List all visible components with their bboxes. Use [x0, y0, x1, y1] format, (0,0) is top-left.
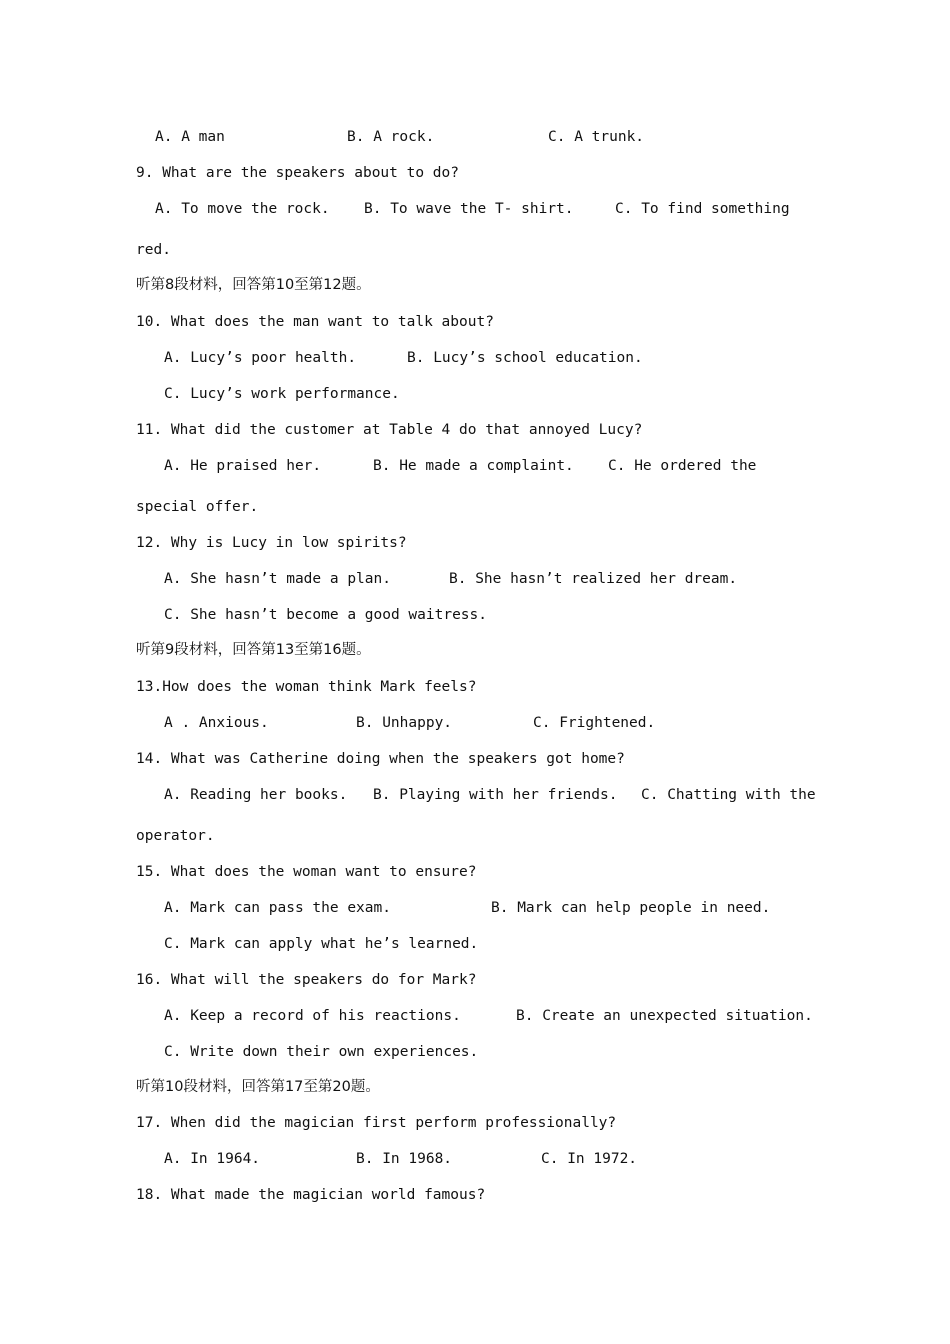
q15-option-c: C. Mark can apply what he’s learned. — [164, 936, 479, 952]
q10-option-b: B. Lucy’s school education. — [407, 350, 643, 366]
question-18: 18. What made the magician world famous? — [136, 1187, 486, 1203]
question-10: 10. What does the man want to talk about? — [136, 314, 494, 330]
q8-option-c: C. A trunk. — [548, 129, 645, 145]
q9-option-c-continued: red. — [136, 242, 171, 258]
q16-option-c: C. Write down their own experiences. — [164, 1044, 479, 1060]
q13-option-c: C. Frightened. — [533, 715, 656, 731]
q13-option-b: B. Unhappy. — [356, 715, 453, 731]
q14-option-a: A. Reading her books. — [164, 787, 348, 803]
q15-option-b: B. Mark can help people in need. — [491, 900, 771, 916]
q16-option-a: A. Keep a record of his reactions. — [164, 1008, 461, 1024]
section-heading-9: 听第9段材料，回答第13至第16题。 — [136, 642, 371, 658]
q14-option-c-continued: operator. — [136, 828, 215, 844]
question-13: 13.How does the woman think Mark feels? — [136, 679, 477, 695]
q11-option-c-continued: special offer. — [136, 499, 259, 515]
question-17: 17. When did the magician first perform professionally? — [136, 1115, 617, 1131]
question-9: 9. What are the speakers about to do? — [136, 165, 460, 181]
question-16: 16. What will the speakers do for Mark? — [136, 972, 477, 988]
q15-option-a: A. Mark can pass the exam. — [164, 900, 391, 916]
q13-option-a: A . Anxious. — [164, 715, 269, 731]
q9-option-c: C. To find something — [615, 201, 790, 217]
q17-option-a: A. In 1964. — [164, 1151, 261, 1167]
q11-option-b: B. He made a complaint. — [373, 458, 574, 474]
question-14: 14. What was Catherine doing when the speakers got home? — [136, 751, 625, 767]
question-15: 15. What does the woman want to ensure? — [136, 864, 477, 880]
q11-option-a: A. He praised her. — [164, 458, 322, 474]
question-11: 11. What did the customer at Table 4 do that annoyed Lucy? — [136, 422, 643, 438]
q17-option-c: C. In 1972. — [541, 1151, 638, 1167]
section-heading-10: 听第10段材料，回答第17至第20题。 — [136, 1079, 380, 1095]
q11-option-c: C. He ordered the — [608, 458, 757, 474]
q12-option-b: B. She hasn’t realized her dream. — [449, 571, 738, 587]
q8-option-a: A. A man — [155, 129, 225, 145]
q8-option-b: B. A rock. — [347, 129, 435, 145]
q14-option-c: C. Chatting with the — [641, 787, 816, 803]
q12-option-a: A. She hasn’t made a plan. — [164, 571, 391, 587]
q17-option-b: B. In 1968. — [356, 1151, 453, 1167]
q12-option-c: C. She hasn’t become a good waitress. — [164, 607, 488, 623]
q10-option-c: C. Lucy’s work performance. — [164, 386, 400, 402]
q16-option-b: B. Create an unexpected situation. — [516, 1008, 813, 1024]
q14-option-b: B. Playing with her friends. — [373, 787, 618, 803]
q9-option-b: B. To wave the T- shirt. — [364, 201, 574, 217]
question-12: 12. Why is Lucy in low spirits? — [136, 535, 407, 551]
q10-option-a: A. Lucy’s poor health. — [164, 350, 357, 366]
section-heading-8: 听第8段材料，回答第10至第12题。 — [136, 277, 371, 293]
q9-option-a: A. To move the rock. — [155, 201, 330, 217]
